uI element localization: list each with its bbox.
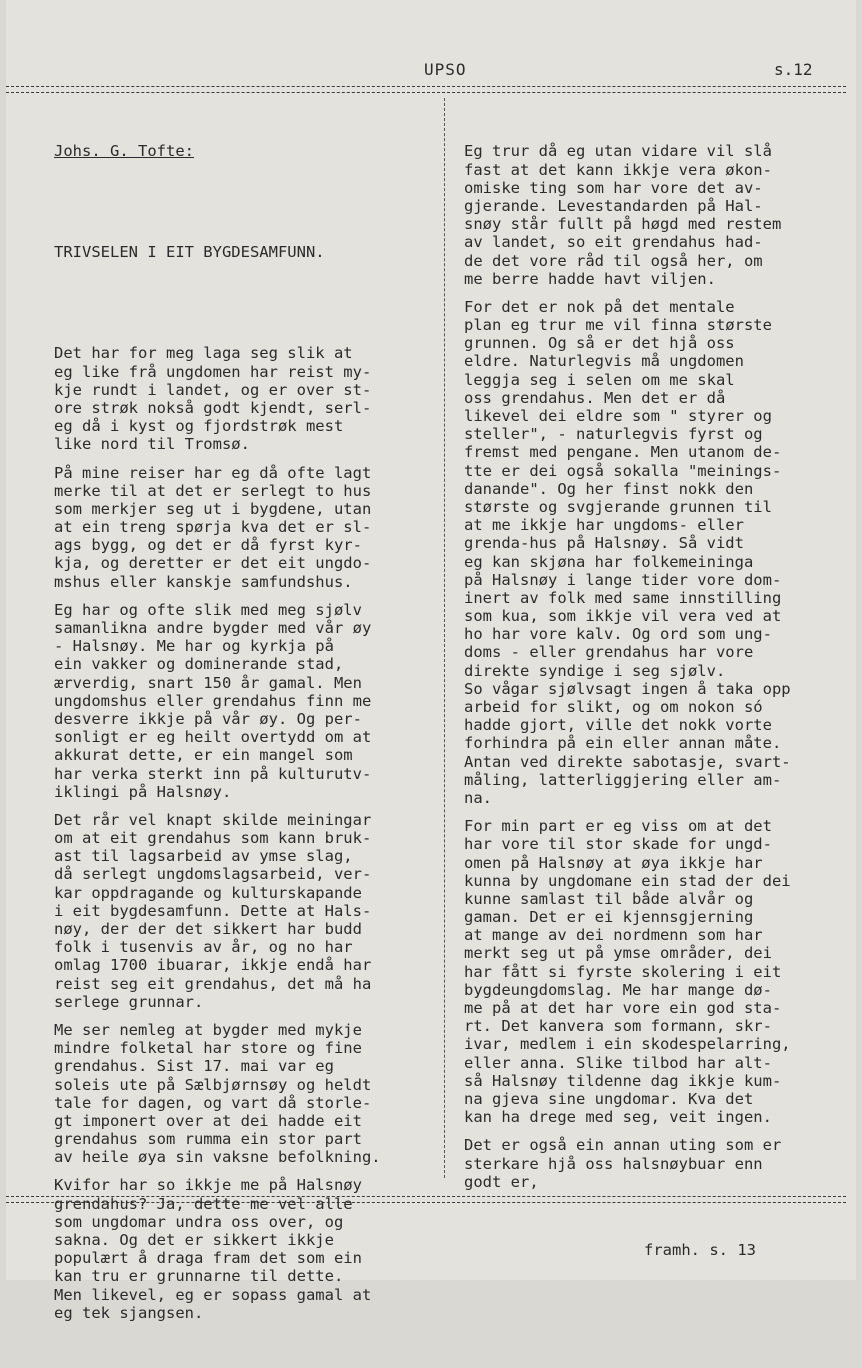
text-line: som kua, som ikkje vil vera ved at — [464, 607, 782, 626]
text-line: gaman. Det er ei kjennsgjerning — [464, 908, 754, 927]
text-line: iklingi på Halsnøy. — [54, 782, 232, 801]
newsletter-title: UPSO — [424, 60, 467, 79]
text-line: rt. Det kanvera som formann, skr- — [464, 1017, 772, 1036]
text-line: arbeid for slikt, og om nokon só — [464, 698, 763, 717]
text-line: Det har for meg laga seg slik at — [54, 344, 353, 363]
text-line: som ungdomar undra oss over, og — [54, 1212, 344, 1231]
left-paragraph-1 — [54, 344, 381, 453]
right-paragraph-1 — [464, 142, 791, 288]
text-line: kan ha drege med seg, veit ingen. — [464, 1108, 772, 1127]
text-line: kunne samlast til både alvår og — [464, 889, 754, 908]
text-line: fast at det kann ikkje vera økon- — [464, 160, 772, 179]
text-line: grendahus? Ja, dette me vel alle — [54, 1194, 353, 1213]
left-paragraph-6 — [54, 1176, 381, 1322]
text-line: om at eit grendahus som kann bruk- — [54, 829, 372, 848]
text-line: kja, og deretter er det eit ungdo- — [54, 554, 372, 573]
text-line: mshus eller kanskje samfundshus. — [54, 572, 353, 591]
text-line: kan tru er grunnarne til dette. — [54, 1267, 344, 1286]
text-line: Men likevel, eg er sopass gamal at — [54, 1285, 372, 1304]
column-divider — [444, 98, 445, 1178]
text-line: doms - eller grendahus har vore — [464, 643, 754, 662]
text-line: snøy står fullt på høgd med restem — [464, 215, 782, 234]
text-line: at mange av dei nordmenn som har — [464, 926, 763, 945]
text-line: kunna by ungdomane ein stad der dei — [464, 871, 791, 890]
text-line: danande". Og her finst nokk den — [464, 479, 754, 498]
text-line: grendahus som rumma ein stor part — [54, 1130, 362, 1149]
text-line: merke til at det er serlegt to hus — [54, 481, 372, 500]
text-line: har fått si fyrste skolering i eit — [464, 962, 782, 981]
text-line: grunnen. Og så er det hjå oss — [464, 334, 735, 353]
text-line: Antan ved direkte sabotasje, svart- — [464, 752, 791, 771]
text-line: ags bygg, og det er då fyrst kyr- — [54, 536, 362, 555]
text-line: reist seg eit grendahus, det må ha — [54, 974, 372, 993]
text-line: steller", - naturlegvis fyrst og — [464, 425, 763, 444]
text-line: ærverdig, snart 150 år gamal. Men — [54, 673, 362, 692]
text-line: at ein treng spørja kva det er sl- — [54, 518, 372, 537]
text-line: forhindra på ein eller annan måte. — [464, 734, 782, 753]
text-line: gjerande. Levestandarden på Hal- — [464, 196, 763, 215]
text-line: desverre ikkje på vår øy. Og per- — [54, 709, 362, 728]
text-line: i eit bygdesamfunn. Dette at Hals- — [54, 901, 372, 920]
continuation-note: framh. s. 13 — [644, 1241, 756, 1260]
text-line: tte er dei også sokalla "meinings- — [464, 461, 782, 480]
text-line: Kvifor har so ikkje me på Halsnøy — [54, 1176, 362, 1195]
text-line: då serlegt ungdomslagsarbeid, ver- — [54, 865, 372, 884]
text-line: me på at det har vore ein god sta- — [464, 999, 782, 1018]
text-line: har vore til stor skade for ungd- — [464, 835, 772, 854]
right-paragraphs — [464, 142, 791, 1191]
text-line: på Halsnøy i lange tider vore dom- — [464, 570, 782, 589]
left-paragraphs — [54, 344, 381, 1322]
text-line: na gjeva sine ungdomar. Kva det — [464, 1089, 754, 1108]
text-line: folk i tusenvis av år, og no har — [54, 938, 353, 957]
text-line: eg då i kyst og fjordstrøk mest — [54, 417, 344, 436]
text-line: mindre folketal har store og fine — [54, 1039, 362, 1058]
document-page — [6, 0, 856, 1322]
text-line: merkt seg ut på ymse områder, dei — [464, 944, 772, 963]
text-line: ore strøk nokså godt kjendt, serl- — [54, 398, 372, 417]
text-line: soleis ute på Sælbjørnsøy og heldt — [54, 1075, 372, 1094]
text-line: akkurat dette, er ein mangel som — [54, 746, 353, 765]
text-line: grendahus. Sist 17. mai var eg — [54, 1057, 334, 1076]
right-column — [464, 106, 791, 1296]
left-paragraph-2 — [54, 464, 381, 591]
text-line: ast til lagsarbeid av ymse slag, — [54, 847, 353, 866]
text-line: eller anna. Slike tilbod har alt- — [464, 1053, 772, 1072]
text-line: omiske ting som har vore det av- — [464, 178, 763, 197]
text-line: største og svgjerande grunnen til — [464, 497, 772, 516]
left-paragraph-3 — [54, 601, 381, 801]
text-line: direkte syndige i seg sjølv. — [464, 661, 726, 680]
right-paragraph-2 — [464, 298, 791, 807]
text-line: På mine reiser har eg då ofte lagt — [54, 463, 372, 482]
text-line: na. — [464, 788, 492, 807]
text-line: omlag 1700 ibuarar, ikkje endå har — [54, 956, 372, 975]
top-double-rule — [6, 86, 846, 93]
text-line: bygdeungdomslag. Me har mange dø- — [464, 980, 772, 999]
text-line: likevel dei eldre som " styrer og — [464, 407, 772, 426]
text-line: plan eg trur me vil finna største — [464, 316, 772, 335]
text-line: like nord til Tromsø. — [54, 435, 250, 454]
text-line: eg tek sjangsen. — [54, 1303, 204, 1322]
text-line: fremst med pengane. Men utanom de- — [464, 443, 782, 462]
right-paragraph-3 — [464, 817, 791, 1126]
article-heading: TRIVSELEN I EIT BYGDESAMFUNN. — [54, 243, 325, 262]
left-paragraph-5 — [54, 1021, 381, 1167]
text-line: So vågar sjølvsagt ingen å taka opp — [464, 679, 791, 698]
left-paragraph-4 — [54, 811, 381, 1011]
text-line: de det vore råd til også her, om — [464, 251, 763, 270]
text-line: måling, latterliggjering eller am- — [464, 770, 782, 789]
text-line: nøy, der der det sikkert har budd — [54, 920, 362, 939]
text-line: Det rår vel knapt skilde meiningar — [54, 810, 372, 829]
text-line: eg kan skjøna har folkemeininga — [464, 552, 754, 571]
text-line: sterkare hjå oss halsnøybuar enn — [464, 1154, 763, 1173]
text-line: av heile øya sin vaksne befolkning. — [54, 1148, 381, 1167]
text-line: Det er også ein annan uting som er — [464, 1136, 782, 1155]
text-line: Eg har og ofte slik med meg sjølv — [54, 600, 362, 619]
text-line: Eg trur då eg utan vidare vil slå — [464, 142, 772, 161]
text-line: godt er, — [464, 1172, 539, 1191]
text-line: - Halsnøy. Me har og kyrkja på — [54, 637, 334, 656]
text-line: inert av folk med same innstilling — [464, 588, 782, 607]
text-line: eldre. Naturlegvis må ungdomen — [464, 352, 744, 371]
text-line: eg like frå ungdomen har reist my- — [54, 362, 372, 381]
text-line: ein vakker og dominerande stad, — [54, 655, 344, 674]
text-line: som merkjer seg ut i bygdene, utan — [54, 499, 372, 518]
text-line: sakna. Og det er sikkert ikkje — [54, 1231, 334, 1250]
text-line: gt imponert over at dei hadde eit — [54, 1111, 362, 1130]
right-paragraph-4 — [464, 1136, 791, 1191]
author-byline: Johs. G. Tofte: — [54, 142, 194, 161]
text-line: ungdomshus eller grendahus finn me — [54, 691, 372, 710]
text-line: oss grendahus. Men det er då — [464, 388, 726, 407]
text-line: omen på Halsnøy at øya ikkje har — [464, 853, 763, 872]
text-line: me berre hadde havt viljen. — [464, 269, 716, 288]
text-line: av landet, so eit grendahus had- — [464, 233, 763, 252]
text-line: at me ikkje har ungdoms- eller — [464, 516, 744, 535]
text-line: kje rundt i landet, og er over st- — [54, 380, 372, 399]
text-line: samanlikna andre bygder med vår øy — [54, 619, 372, 638]
left-column — [54, 106, 381, 1368]
page-number: s.12 — [774, 60, 813, 79]
text-line: populært å draga fram det som ein — [54, 1249, 362, 1268]
text-line: tale for dagen, og vart då storle- — [54, 1093, 372, 1112]
text-line: ivar, medlem i ein skodespelarring, — [464, 1035, 791, 1054]
text-line: ho har vore kalv. Og ord som ung- — [464, 625, 772, 644]
text-line: Me ser nemleg at bygder med mykje — [54, 1020, 362, 1039]
text-line: har verka sterkt inn på kulturutv- — [54, 764, 372, 783]
text-line: sonligt er eg heilt overtydd om at — [54, 728, 372, 747]
text-line: For min part er eg viss om at det — [464, 817, 772, 836]
text-line: For det er nok på det mentale — [464, 297, 735, 316]
text-line: grenda-hus på Halsnøy. Så vidt — [464, 534, 744, 553]
text-line: så Halsnøy tildenne dag ikkje kum- — [464, 1071, 782, 1090]
text-line: hadde gjort, ville det nokk vorte — [464, 716, 772, 735]
text-line: kar oppdragande og kulturskapande — [54, 883, 362, 902]
text-line: leggja seg i selen om me skal — [464, 370, 735, 389]
text-line: serlege grunnar. — [54, 992, 204, 1011]
